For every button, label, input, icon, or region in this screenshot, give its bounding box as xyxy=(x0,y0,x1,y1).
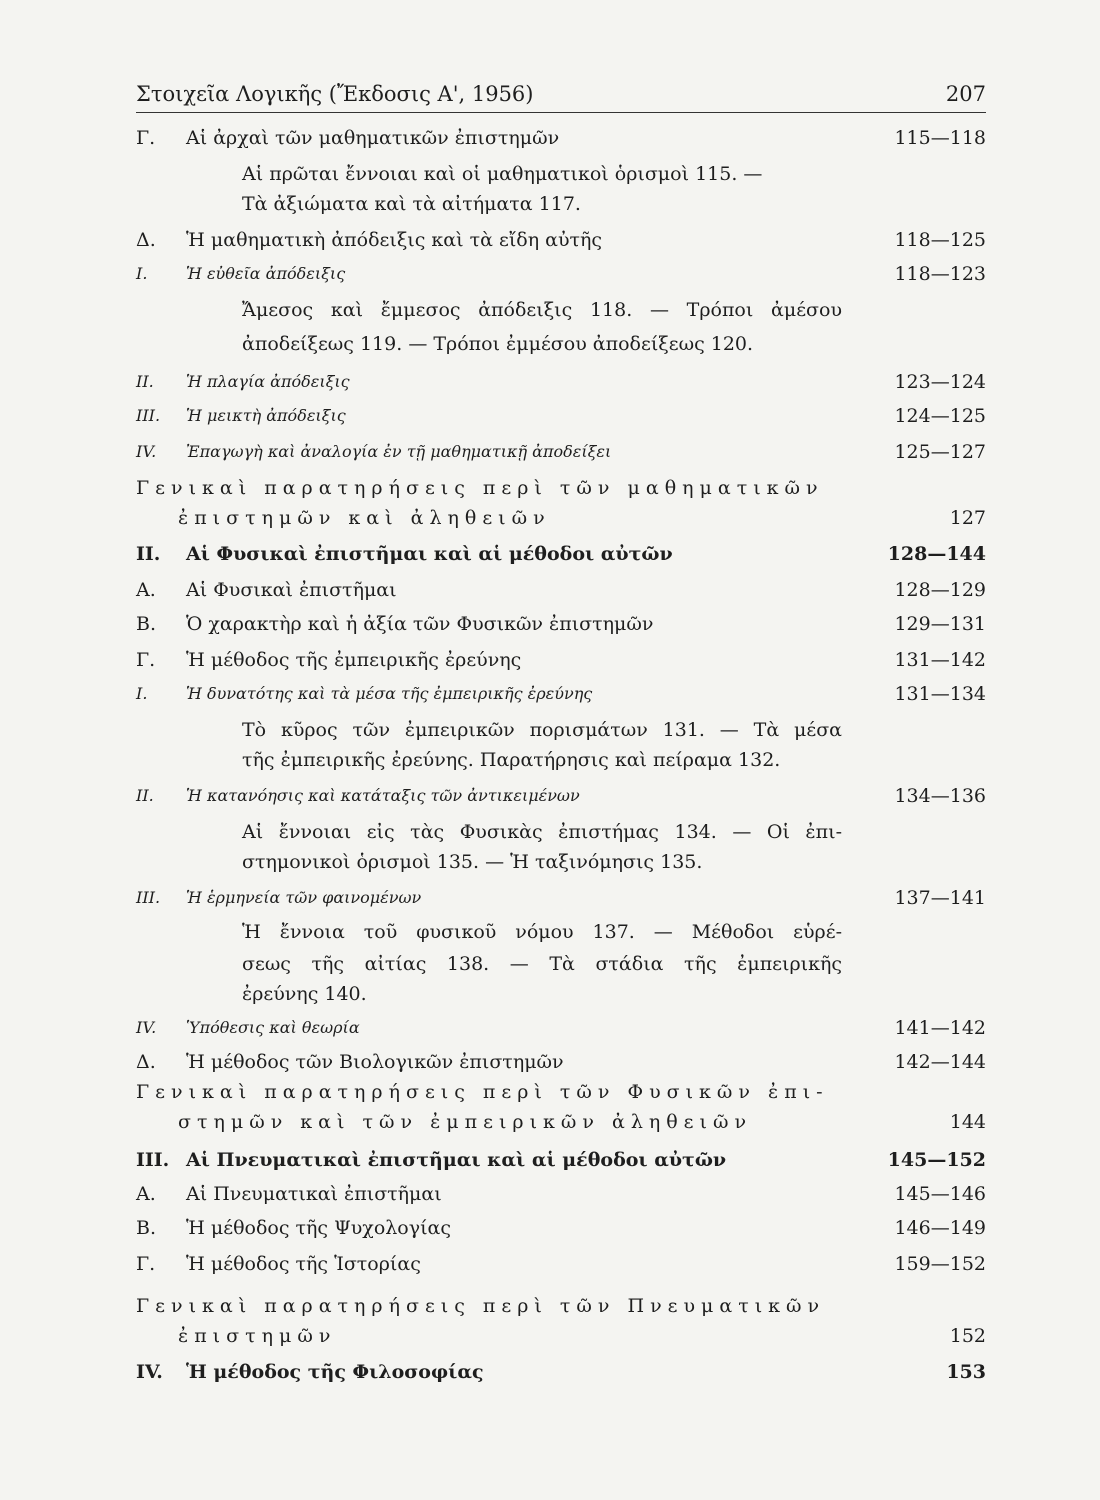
toc-subentry xyxy=(136,782,986,810)
header-title: Στοιχεῖα Λογικῆς (Ἔκδοσις Α', 1956) xyxy=(136,82,534,106)
toc-part-ii xyxy=(136,540,986,568)
entry-title: Ἡ μέθοδος τῆς Φιλοσοφίας xyxy=(186,1361,484,1383)
entry-title: Ἡ δυνατότης καὶ τὰ μέσα τῆς ἐμπειρικῆς ἐρεύνης xyxy=(186,684,593,703)
entry-pages: 118—123 xyxy=(894,263,986,285)
toc-entry xyxy=(136,1214,986,1242)
toc-subentry xyxy=(136,884,986,912)
entry-description-line: Ἡ ἔννοια τοῦ φυσικοῦ νόμου 137. — Μέθοδοι εὑρέ- xyxy=(242,921,842,943)
entry-label: III. xyxy=(136,406,161,425)
general-remarks-line xyxy=(178,504,986,532)
entry-pages: 141—142 xyxy=(894,1017,986,1039)
entry-pages: 125—127 xyxy=(894,441,986,463)
toc-subentry xyxy=(136,438,986,466)
entry-label: II. xyxy=(136,786,154,805)
entry-pages: 128—129 xyxy=(894,579,986,601)
page-number: 207 xyxy=(945,82,986,106)
running-header xyxy=(136,80,986,113)
entry-pages: 159—152 xyxy=(894,1253,986,1275)
entry-description-line: ἀποδείξεως 119. — Τρόποι ἐμμέσου ἀποδείξεως 120. xyxy=(242,333,754,355)
toc-subentry xyxy=(136,368,986,396)
toc-entry xyxy=(136,610,986,638)
entry-pages: 144 xyxy=(949,1111,986,1133)
entry-pages: 127 xyxy=(949,507,986,529)
entry-pages: 118—125 xyxy=(894,229,986,251)
entry-label: I. xyxy=(136,264,148,283)
entry-description-line: τῆς ἐμπειρικῆς ἐρεύνης. Παρατήρησις καὶ πείραμα 132. xyxy=(242,749,781,771)
entry-label: Β. xyxy=(136,613,157,635)
entry-pages: 146—149 xyxy=(894,1217,986,1239)
entry-label: II. xyxy=(136,543,161,565)
entry-title: Αἱ Φυσικαὶ ἐπιστῆμαι xyxy=(186,579,397,601)
entry-title: Ἡ εὐθεῖα ἀπόδειξις xyxy=(186,264,346,283)
entry-pages: 128—144 xyxy=(887,543,986,565)
entry-label: III. xyxy=(136,1149,170,1171)
entry-pages: 134—136 xyxy=(894,785,986,807)
entry-label: Β. xyxy=(136,1217,157,1239)
entry-pages: 129—131 xyxy=(894,613,986,635)
toc-subentry xyxy=(136,1014,986,1042)
entry-label: Γ. xyxy=(136,649,156,671)
entry-description-line: Τὸ κῦρος τῶν ἐμπειρικῶν πορισμάτων 131. — Τὰ μέσα xyxy=(242,719,842,741)
entry-title: Ἡ μέθοδος τῆς Ἱστορίας xyxy=(186,1253,421,1275)
entry-pages: 153 xyxy=(946,1361,986,1383)
entry-pages: 131—142 xyxy=(894,649,986,671)
toc-entry xyxy=(136,646,986,674)
entry-label: Α. xyxy=(136,579,156,601)
toc-entry xyxy=(136,1048,986,1076)
entry-title: Αἱ Πνευματικαὶ ἐπιστῆμαι xyxy=(186,1183,442,1205)
general-remarks-line: Γενικαὶ παρατηρήσεις περὶ τῶν μαθηματικῶν xyxy=(136,477,824,499)
entry-title: Ὁ χαρακτὴρ καὶ ἡ ἀξία τῶν Φυσικῶν ἐπιστημῶν xyxy=(186,613,654,635)
toc-subentry xyxy=(136,402,986,430)
entry-title: Ἡ ἑρμηνεία τῶν φαινομένων xyxy=(186,888,422,907)
toc-subentry xyxy=(136,680,986,708)
general-remarks-text: ἐπιστημῶν xyxy=(178,1325,337,1347)
toc-entry xyxy=(136,576,986,604)
toc-entry-g xyxy=(136,124,986,152)
entry-title: Ἡ μαθηματικὴ ἀπόδειξις καὶ τὰ εἴδη αὐτῆς xyxy=(186,229,603,251)
entry-label: Γ. xyxy=(136,127,156,149)
entry-pages: 142—144 xyxy=(894,1051,986,1073)
entry-pages: 145—152 xyxy=(887,1149,986,1171)
entry-description-line: Τὰ ἀξιώματα καὶ τὰ αἰτήματα 117. xyxy=(242,193,581,215)
entry-pages: 124—125 xyxy=(894,405,986,427)
toc-subentry xyxy=(136,260,986,288)
entry-label: III. xyxy=(136,888,161,907)
entry-label: IV. xyxy=(136,442,157,461)
entry-title: Ὑπόθεσις καὶ θεωρία xyxy=(186,1018,360,1037)
entry-pages: 145—146 xyxy=(894,1183,986,1205)
toc-part-iv xyxy=(136,1358,986,1386)
entry-description-line: Αἱ πρῶται ἔννοιαι καὶ οἱ μαθηματικοὶ ὁρισμοὶ 115. — xyxy=(242,163,763,185)
entry-pages: 131—134 xyxy=(894,683,986,705)
entry-description-line: στημονικοὶ ὁρισμοὶ 135. — Ἡ ταξινόμησις 135. xyxy=(242,851,703,873)
entry-title: Ἡ κατανόησις καὶ κατάταξις τῶν ἀντικειμένων xyxy=(186,786,580,805)
general-remarks-line xyxy=(178,1322,986,1350)
entry-description-line: ἐρεύνης 140. xyxy=(242,983,367,1005)
entry-title: Ἡ μέθοδος τῆς ἐμπειρικῆς ἐρεύνης xyxy=(186,649,522,671)
general-remarks-text: στημῶν καὶ τῶν ἐμπειρικῶν ἀληθειῶν xyxy=(178,1111,753,1133)
entry-title: Αἱ Πνευματικαὶ ἐπιστῆμαι καὶ αἱ μέθοδοι αὐτῶν xyxy=(186,1149,727,1171)
entry-label: I. xyxy=(136,684,148,703)
entry-label: IV. xyxy=(136,1361,163,1383)
entry-pages: 152 xyxy=(949,1325,986,1347)
entry-description-line: Ἄμεσος καὶ ἔμμεσος ἀπόδειξις 118. — Τρόποι ἀμέσου xyxy=(242,299,842,321)
entry-title: Ἡ πλαγία ἀπόδειξις xyxy=(186,372,350,391)
entry-label: IV. xyxy=(136,1018,157,1037)
entry-title: Ἡ μέθοδος τῶν Βιολογικῶν ἐπιστημῶν xyxy=(186,1051,564,1073)
entry-label: Δ. xyxy=(136,1051,156,1073)
entry-pages: 115—118 xyxy=(894,127,986,149)
entry-title: Ἡ μέθοδος τῆς Ψυχολογίας xyxy=(186,1217,452,1239)
toc-entry-d xyxy=(136,226,986,254)
general-remarks-line xyxy=(178,1108,986,1136)
entry-label: II. xyxy=(136,372,154,391)
entry-description-line: Αἱ ἔννοιαι εἰς τὰς Φυσικὰς ἐπιστήμας 134. — Οἱ ἐπι- xyxy=(242,821,842,843)
entry-title: Ἡ μεικτὴ ἀπόδειξις xyxy=(186,406,346,425)
toc-entry xyxy=(136,1250,986,1278)
general-remarks-line: Γενικαὶ παρατηρήσεις περὶ τῶν Πνευματικῶν xyxy=(136,1295,826,1317)
toc-entry xyxy=(136,1180,986,1208)
entry-title: Αἱ Φυσικαὶ ἐπιστῆμαι καὶ αἱ μέθοδοι αὐτῶν xyxy=(186,543,673,565)
toc-part-iii xyxy=(136,1146,986,1174)
entry-label: Δ. xyxy=(136,229,156,251)
entry-description-line: σεως τῆς αἰτίας 138. — Τὰ στάδια τῆς ἐμπειρικῆς xyxy=(242,953,842,975)
entry-title: Αἱ ἀρχαὶ τῶν μαθηματικῶν ἐπιστημῶν xyxy=(186,127,560,149)
general-remarks-text: ἐπιστημῶν καὶ ἀληθειῶν xyxy=(178,507,551,529)
entry-pages: 123—124 xyxy=(894,371,986,393)
general-remarks-line: Γενικαὶ παρατηρήσεις περὶ τῶν Φυσικῶν ἐπι- xyxy=(136,1081,829,1103)
entry-pages: 137—141 xyxy=(894,887,986,909)
entry-label: Γ. xyxy=(136,1253,156,1275)
entry-title: Ἐπαγωγὴ καὶ ἀναλογία ἐν τῇ μαθηματικῇ ἀποδείξει xyxy=(186,442,612,461)
entry-label: Α. xyxy=(136,1183,156,1205)
